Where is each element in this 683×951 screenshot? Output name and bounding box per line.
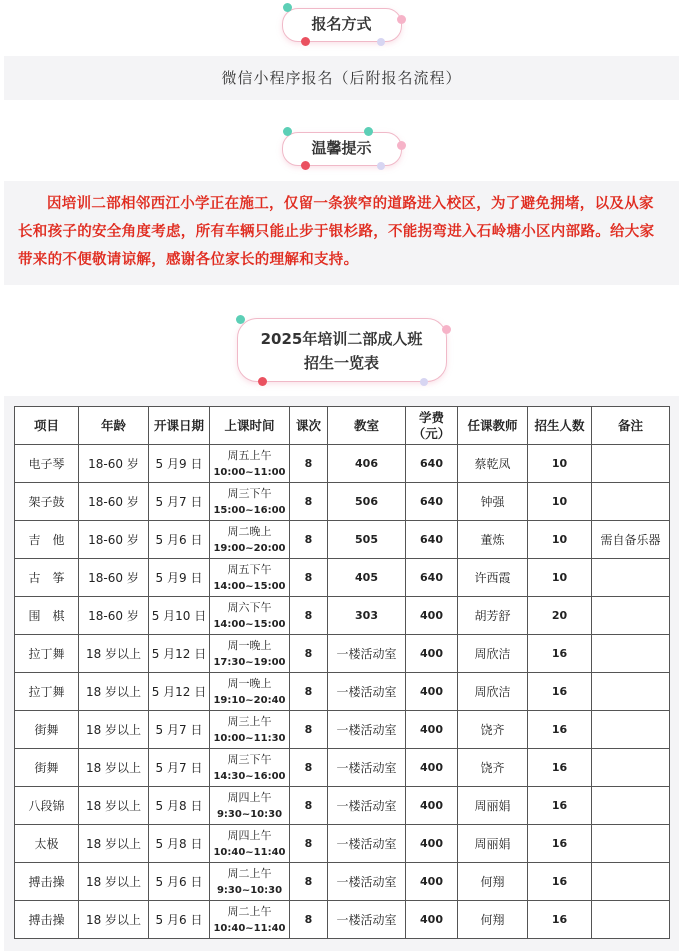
notice-title: 温馨提示	[311, 139, 372, 157]
header-fee: 学费（元）	[406, 407, 458, 445]
cell-note	[592, 825, 670, 863]
cell-age: 18 岁以上	[79, 673, 149, 711]
header-quota: 招生人数	[528, 407, 592, 445]
course-table	[14, 406, 670, 939]
notice-pill	[282, 132, 402, 166]
table-title-pill	[237, 318, 447, 382]
cell-note	[592, 863, 670, 901]
cell-quota: 16	[528, 711, 592, 749]
cell-age: 18 岁以上	[79, 711, 149, 749]
cell-date: 5 月6 日	[149, 863, 210, 901]
cell-fee: 640	[406, 445, 458, 483]
cell-time	[210, 863, 290, 901]
cell-quota: 16	[528, 901, 592, 939]
cell-sessions: 8	[290, 445, 328, 483]
cell-time-day: 周五上午	[227, 448, 272, 462]
table-row	[15, 787, 670, 825]
cell-sessions: 8	[290, 825, 328, 863]
decor-dot-icon	[258, 377, 267, 386]
course-table-container	[4, 396, 679, 951]
cell-note	[592, 635, 670, 673]
header-room: 教室	[328, 407, 406, 445]
cell-teacher: 周丽娟	[458, 825, 528, 863]
cell-time-range: 9:30~10:30	[216, 808, 283, 820]
cell-time	[210, 483, 290, 521]
header-age: 年龄	[79, 407, 149, 445]
cell-time-range: 14:00~15:00	[213, 618, 286, 630]
cell-item: 古 筝	[15, 559, 79, 597]
cell-quota: 10	[528, 521, 592, 559]
cell-time-day: 周一晚上	[227, 638, 272, 652]
cell-date: 5 月6 日	[149, 901, 210, 939]
decor-dot-icon	[283, 127, 292, 136]
cell-teacher: 董炼	[458, 521, 528, 559]
cell-quota: 16	[528, 787, 592, 825]
cell-sessions: 8	[290, 901, 328, 939]
table-row	[15, 445, 670, 483]
cell-quota: 16	[528, 863, 592, 901]
cell-age: 18 岁以上	[79, 635, 149, 673]
cell-item: 街舞	[15, 749, 79, 787]
cell-teacher: 饶齐	[458, 711, 528, 749]
cell-note	[592, 901, 670, 939]
cell-fee: 400	[406, 787, 458, 825]
cell-age: 18-60 岁	[79, 559, 149, 597]
cell-fee: 400	[406, 825, 458, 863]
table-row	[15, 825, 670, 863]
cell-quota: 10	[528, 483, 592, 521]
cell-age: 18 岁以上	[79, 863, 149, 901]
cell-age: 18 岁以上	[79, 749, 149, 787]
cell-teacher: 蔡乾凤	[458, 445, 528, 483]
cell-room: 一楼活动室	[328, 673, 406, 711]
cell-time-range: 9:30~10:30	[216, 884, 283, 896]
cell-room: 303	[328, 597, 406, 635]
cell-age: 18 岁以上	[79, 825, 149, 863]
cell-date: 5 月7 日	[149, 483, 210, 521]
cell-room: 一楼活动室	[328, 749, 406, 787]
decor-dot-icon	[397, 141, 406, 150]
decor-dot-icon	[377, 162, 385, 170]
cell-sessions: 8	[290, 787, 328, 825]
table-row	[15, 863, 670, 901]
cell-time-day: 周三下午	[227, 752, 272, 766]
cell-note	[592, 483, 670, 521]
cell-teacher: 周丽娟	[458, 787, 528, 825]
signup-method-pill	[282, 8, 402, 42]
cell-time-range: 19:00~20:00	[213, 542, 286, 554]
cell-time	[210, 825, 290, 863]
cell-fee: 400	[406, 749, 458, 787]
cell-age: 18-60 岁	[79, 445, 149, 483]
cell-room: 一楼活动室	[328, 863, 406, 901]
cell-time	[210, 749, 290, 787]
cell-time-day: 周三下午	[227, 486, 272, 500]
cell-time-day: 周二上午	[227, 904, 272, 918]
decor-dot-icon	[420, 378, 428, 386]
cell-age: 18 岁以上	[79, 901, 149, 939]
cell-room: 一楼活动室	[328, 711, 406, 749]
signup-method-title: 报名方式	[311, 15, 372, 33]
cell-fee: 640	[406, 559, 458, 597]
cell-time-range: 10:00~11:30	[213, 732, 286, 744]
cell-fee: 400	[406, 863, 458, 901]
cell-sessions: 8	[290, 863, 328, 901]
cell-room: 一楼活动室	[328, 825, 406, 863]
cell-room: 505	[328, 521, 406, 559]
cell-room: 一楼活动室	[328, 635, 406, 673]
cell-time-day: 周二晚上	[227, 524, 272, 538]
cell-age: 18-60 岁	[79, 521, 149, 559]
cell-teacher: 胡芳舒	[458, 597, 528, 635]
header-time: 上课时间	[210, 407, 290, 445]
table-row	[15, 635, 670, 673]
table-header-row	[15, 407, 670, 445]
decor-dot-icon	[283, 3, 292, 12]
header-note: 备注	[592, 407, 670, 445]
cell-sessions: 8	[290, 749, 328, 787]
cell-date: 5 月8 日	[149, 787, 210, 825]
cell-age: 18-60 岁	[79, 597, 149, 635]
cell-date: 5 月7 日	[149, 749, 210, 787]
cell-note	[592, 711, 670, 749]
table-row	[15, 521, 670, 559]
cell-item: 八段锦	[15, 787, 79, 825]
cell-note	[592, 749, 670, 787]
cell-quota: 10	[528, 559, 592, 597]
decor-dot-icon	[301, 37, 310, 46]
table-row	[15, 901, 670, 939]
cell-item: 电子琴	[15, 445, 79, 483]
cell-date: 5 月6 日	[149, 521, 210, 559]
cell-date: 5 月7 日	[149, 711, 210, 749]
cell-time-day: 周四上午	[227, 828, 272, 842]
cell-time-day: 周三上午	[227, 714, 272, 728]
cell-time	[210, 673, 290, 711]
table-row	[15, 673, 670, 711]
cell-quota: 16	[528, 825, 592, 863]
decor-dot-icon	[301, 161, 310, 170]
cell-time-range: 14:30~16:00	[213, 770, 286, 782]
decor-dot-icon	[397, 15, 406, 24]
table-title-line2: 招生一览表	[303, 354, 379, 372]
cell-date: 5 月10 日	[149, 597, 210, 635]
cell-teacher: 周欣洁	[458, 673, 528, 711]
notice-header	[0, 132, 683, 166]
table-title-header	[0, 318, 683, 382]
cell-quota: 16	[528, 673, 592, 711]
cell-fee: 400	[406, 597, 458, 635]
cell-time-range: 10:00~11:00	[213, 466, 286, 478]
cell-teacher: 饶齐	[458, 749, 528, 787]
cell-room: 一楼活动室	[328, 787, 406, 825]
cell-room: 一楼活动室	[328, 901, 406, 939]
cell-fee: 400	[406, 711, 458, 749]
cell-time	[210, 445, 290, 483]
cell-teacher: 许西霞	[458, 559, 528, 597]
table-title-line1: 2025年培训二部成人班	[260, 330, 423, 348]
cell-fee: 400	[406, 673, 458, 711]
cell-sessions: 8	[290, 673, 328, 711]
cell-room: 406	[328, 445, 406, 483]
cell-teacher: 周欣洁	[458, 635, 528, 673]
cell-quota: 20	[528, 597, 592, 635]
cell-date: 5 月12 日	[149, 673, 210, 711]
cell-note: 需自备乐器	[592, 521, 670, 559]
signup-method-header	[0, 8, 683, 42]
decor-dot-icon	[377, 38, 385, 46]
cell-time-range: 19:10~20:40	[213, 694, 286, 706]
notice-box	[4, 181, 679, 285]
cell-time-day: 周二上午	[227, 866, 272, 880]
cell-quota: 10	[528, 445, 592, 483]
header-date: 开课日期	[149, 407, 210, 445]
cell-fee: 400	[406, 901, 458, 939]
cell-time-range: 10:40~11:40	[213, 922, 286, 934]
cell-date: 5 月12 日	[149, 635, 210, 673]
cell-time	[210, 597, 290, 635]
notice-text: 因培训二部相邻西江小学正在施工，仅留一条狭窄的道路进入校区，为了避免拥堵，以及从家长和孩子的安全角度考虑，所有车辆只能止步于银杉路，不能拐弯进入石岭塘小区内部路。给大家带来的不便敬请谅解，感谢各位家长的理解和支持。	[18, 196, 655, 268]
cell-time	[210, 901, 290, 939]
cell-item: 拉丁舞	[15, 635, 79, 673]
cell-item: 搏击操	[15, 863, 79, 901]
cell-time	[210, 635, 290, 673]
cell-date: 5 月8 日	[149, 825, 210, 863]
cell-time-day: 周六下午	[227, 600, 272, 614]
cell-time-day: 周一晚上	[227, 676, 272, 690]
cell-date: 5 月9 日	[149, 559, 210, 597]
table-row	[15, 597, 670, 635]
cell-time-day: 周五下午	[227, 562, 272, 576]
cell-time-range: 14:00~15:00	[213, 580, 286, 592]
header-item: 项目	[15, 407, 79, 445]
cell-item: 架子鼓	[15, 483, 79, 521]
cell-teacher: 钟强	[458, 483, 528, 521]
decor-dot-icon	[236, 315, 245, 324]
cell-room: 405	[328, 559, 406, 597]
cell-item: 围 棋	[15, 597, 79, 635]
cell-sessions: 8	[290, 521, 328, 559]
signup-method-text: 微信小程序报名（后附报名流程）	[221, 69, 462, 87]
cell-fee: 400	[406, 635, 458, 673]
cell-note	[592, 673, 670, 711]
decor-dot-icon	[442, 325, 451, 334]
cell-time-range: 10:40~11:40	[213, 846, 286, 858]
cell-item: 太极	[15, 825, 79, 863]
cell-note	[592, 559, 670, 597]
cell-date: 5 月9 日	[149, 445, 210, 483]
cell-sessions: 8	[290, 635, 328, 673]
table-row	[15, 483, 670, 521]
header-teacher: 任课教师	[458, 407, 528, 445]
table-row	[15, 711, 670, 749]
cell-age: 18-60 岁	[79, 483, 149, 521]
signup-method-box	[4, 56, 679, 100]
header-sessions: 课次	[290, 407, 328, 445]
cell-sessions: 8	[290, 483, 328, 521]
cell-time	[210, 521, 290, 559]
cell-time-range: 15:00~16:00	[213, 504, 286, 516]
cell-quota: 16	[528, 635, 592, 673]
cell-time	[210, 787, 290, 825]
decor-dot-icon	[364, 127, 373, 136]
cell-quota: 16	[528, 749, 592, 787]
cell-item: 街舞	[15, 711, 79, 749]
table-row	[15, 559, 670, 597]
cell-note	[592, 787, 670, 825]
cell-item: 吉 他	[15, 521, 79, 559]
cell-age: 18 岁以上	[79, 787, 149, 825]
cell-time	[210, 711, 290, 749]
cell-item: 搏击操	[15, 901, 79, 939]
cell-fee: 640	[406, 483, 458, 521]
cell-teacher: 何翔	[458, 863, 528, 901]
cell-teacher: 何翔	[458, 901, 528, 939]
cell-time-day: 周四上午	[227, 790, 272, 804]
table-row	[15, 749, 670, 787]
cell-sessions: 8	[290, 597, 328, 635]
cell-note	[592, 445, 670, 483]
cell-fee: 640	[406, 521, 458, 559]
cell-time-range: 17:30~19:00	[213, 656, 286, 668]
cell-note	[592, 597, 670, 635]
cell-time	[210, 559, 290, 597]
cell-sessions: 8	[290, 559, 328, 597]
cell-item: 拉丁舞	[15, 673, 79, 711]
cell-sessions: 8	[290, 711, 328, 749]
cell-room: 506	[328, 483, 406, 521]
